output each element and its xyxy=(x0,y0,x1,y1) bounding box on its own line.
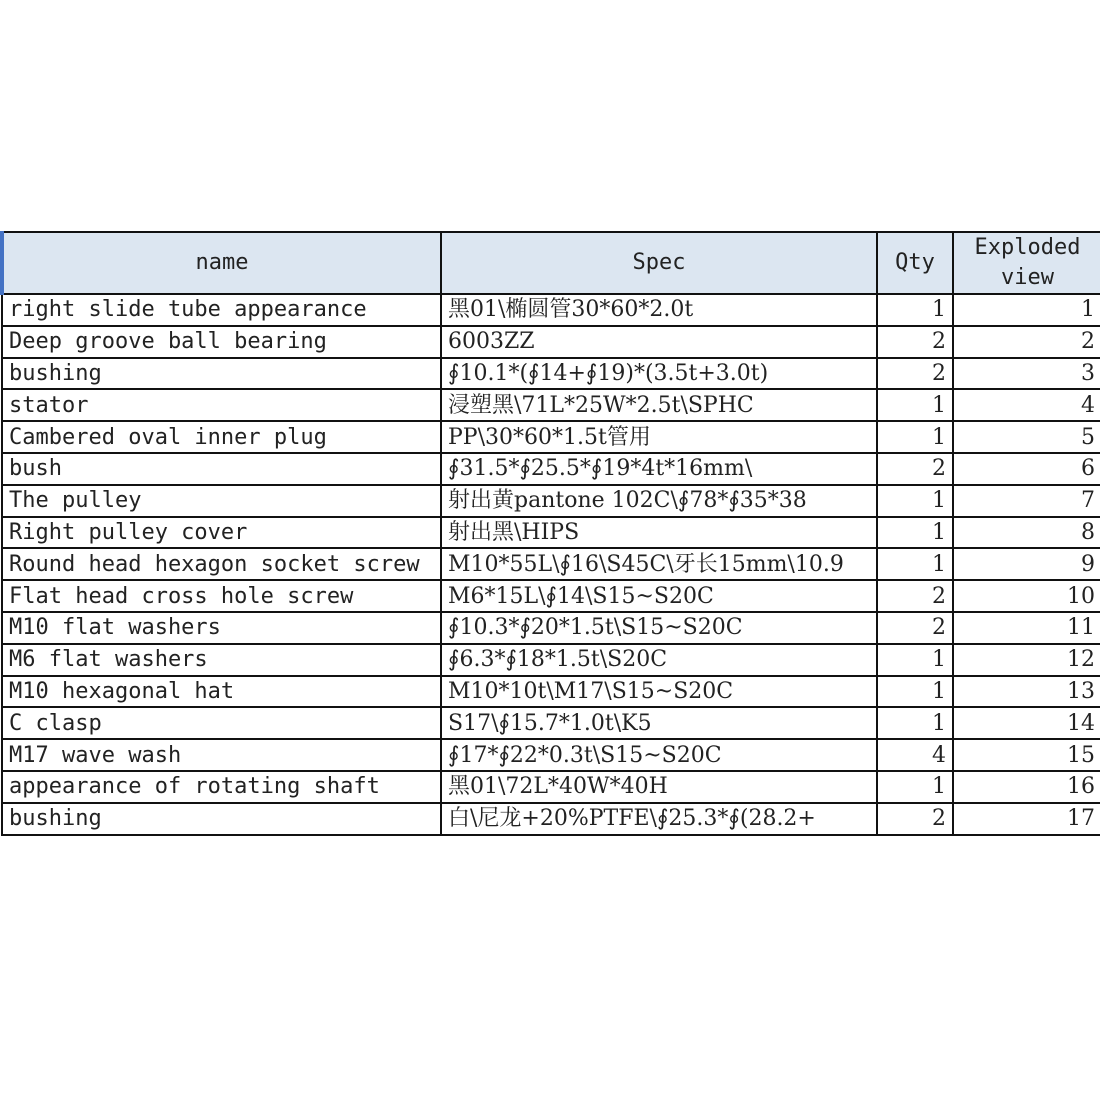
table-row xyxy=(2,771,1100,803)
cell-spec[interactable]: M10*10t\M17\S15~S20C xyxy=(441,676,877,708)
cell-qty[interactable]: 1 xyxy=(877,389,953,421)
cell-exploded-view[interactable]: 10 xyxy=(953,580,1100,612)
parts-table xyxy=(0,231,1100,836)
cell-name[interactable]: M17 wave wash xyxy=(2,739,441,771)
cell-name[interactable]: bushing xyxy=(2,803,441,835)
cell-exploded-view[interactable]: 17 xyxy=(953,803,1100,835)
cell-exploded-view[interactable]: 15 xyxy=(953,739,1100,771)
header-exploded-view-line2: view xyxy=(1001,265,1054,290)
cell-spec[interactable]: 黑01\72L*40W*40H xyxy=(441,771,877,803)
cell-name[interactable]: Right pulley cover xyxy=(2,517,441,549)
table-row xyxy=(2,326,1100,358)
table-row xyxy=(2,485,1100,517)
cell-name[interactable]: appearance of rotating shaft xyxy=(2,771,441,803)
cell-name[interactable]: The pulley xyxy=(2,485,441,517)
table-row xyxy=(2,453,1100,485)
table-row xyxy=(2,517,1100,549)
cell-spec[interactable]: ∮17*∮22*0.3t\S15~S20C xyxy=(441,739,877,771)
cell-exploded-view[interactable]: 11 xyxy=(953,612,1100,644)
cell-spec[interactable]: PP\30*60*1.5t管用 xyxy=(441,421,877,453)
cell-exploded-view[interactable]: 3 xyxy=(953,358,1100,390)
cell-exploded-view[interactable]: 1 xyxy=(953,294,1100,326)
table-row xyxy=(2,548,1100,580)
cell-name[interactable]: C clasp xyxy=(2,707,441,739)
table-row xyxy=(2,358,1100,390)
table-row xyxy=(2,612,1100,644)
cell-spec[interactable]: ∮10.1*(∮14+∮19)*(3.5t+3.0t) xyxy=(441,358,877,390)
header-exploded-view-line1: Exploded xyxy=(974,235,1081,260)
cell-spec[interactable]: 射出黑\HIPS xyxy=(441,517,877,549)
cell-spec[interactable]: 浸塑黑\71L*25W*2.5t\SPHC xyxy=(441,389,877,421)
table-row xyxy=(2,803,1100,835)
cell-exploded-view[interactable]: 4 xyxy=(953,389,1100,421)
table-row xyxy=(2,580,1100,612)
cell-qty[interactable]: 4 xyxy=(877,739,953,771)
cell-qty[interactable]: 1 xyxy=(877,771,953,803)
cell-spec[interactable]: ∮31.5*∮25.5*∮19*4t*16mm\ xyxy=(441,453,877,485)
cell-name[interactable]: bushing xyxy=(2,358,441,390)
cell-exploded-view[interactable]: 2 xyxy=(953,326,1100,358)
cell-qty[interactable]: 2 xyxy=(877,580,953,612)
cell-exploded-view[interactable]: 9 xyxy=(953,548,1100,580)
cell-name[interactable]: M10 flat washers xyxy=(2,612,441,644)
cell-exploded-view[interactable]: 7 xyxy=(953,485,1100,517)
cell-spec[interactable]: 黑01\椭圆管30*60*2.0t xyxy=(441,294,877,326)
cell-qty[interactable]: 1 xyxy=(877,676,953,708)
table-row xyxy=(2,676,1100,708)
cell-qty[interactable]: 2 xyxy=(877,803,953,835)
table-row xyxy=(2,739,1100,771)
cell-qty[interactable]: 1 xyxy=(877,421,953,453)
header-qty[interactable]: Qty xyxy=(877,232,953,294)
cell-qty[interactable]: 1 xyxy=(877,294,953,326)
cell-spec[interactable]: ∮6.3*∮18*1.5t\S20C xyxy=(441,644,877,676)
cell-name[interactable]: Flat head cross hole screw xyxy=(2,580,441,612)
cell-spec[interactable]: ∮10.3*∮20*1.5t\S15~S20C xyxy=(441,612,877,644)
cell-name[interactable]: M10 hexagonal hat xyxy=(2,676,441,708)
table-row xyxy=(2,389,1100,421)
table-body xyxy=(2,294,1100,835)
cell-spec[interactable]: S17\∮15.7*1.0t\K5 xyxy=(441,707,877,739)
cell-spec[interactable]: 6003ZZ xyxy=(441,326,877,358)
cell-name[interactable]: right slide tube appearance xyxy=(2,294,441,326)
header-row xyxy=(2,232,1100,294)
parts-list-sheet xyxy=(0,231,1100,836)
cell-exploded-view[interactable]: 14 xyxy=(953,707,1100,739)
cell-exploded-view[interactable]: 5 xyxy=(953,421,1100,453)
cell-name[interactable]: M6 flat washers xyxy=(2,644,441,676)
cell-qty[interactable]: 2 xyxy=(877,612,953,644)
header-name[interactable]: name xyxy=(2,232,441,294)
cell-qty[interactable]: 1 xyxy=(877,644,953,676)
cell-spec[interactable]: M6*15L\∮14\S15~S20C xyxy=(441,580,877,612)
cell-qty[interactable]: 1 xyxy=(877,485,953,517)
cell-qty[interactable]: 1 xyxy=(877,707,953,739)
cell-spec[interactable]: M10*55L\∮16\S45C\牙长15mm\10.9 xyxy=(441,548,877,580)
cell-qty[interactable]: 1 xyxy=(877,517,953,549)
cell-spec[interactable]: 射出黄pantone 102C\∮78*∮35*38 xyxy=(441,485,877,517)
table-row xyxy=(2,421,1100,453)
header-exploded-view[interactable] xyxy=(953,232,1100,294)
cell-name[interactable]: Deep groove ball bearing xyxy=(2,326,441,358)
table-row xyxy=(2,644,1100,676)
cell-name[interactable]: Cambered oval inner plug xyxy=(2,421,441,453)
cell-exploded-view[interactable]: 16 xyxy=(953,771,1100,803)
table-row xyxy=(2,707,1100,739)
cell-name[interactable]: bush xyxy=(2,453,441,485)
cell-exploded-view[interactable]: 12 xyxy=(953,644,1100,676)
cell-exploded-view[interactable]: 8 xyxy=(953,517,1100,549)
cell-name[interactable]: Round head hexagon socket screw xyxy=(2,548,441,580)
cell-exploded-view[interactable]: 6 xyxy=(953,453,1100,485)
cell-qty[interactable]: 1 xyxy=(877,548,953,580)
cell-spec[interactable]: 白\尼龙+20%PTFE\∮25.3*∮(28.2+ xyxy=(441,803,877,835)
table-row xyxy=(2,294,1100,326)
cell-name[interactable]: stator xyxy=(2,389,441,421)
cell-qty[interactable]: 2 xyxy=(877,453,953,485)
cell-exploded-view[interactable]: 13 xyxy=(953,676,1100,708)
header-spec[interactable]: Spec xyxy=(441,232,877,294)
cell-qty[interactable]: 2 xyxy=(877,358,953,390)
cell-qty[interactable]: 2 xyxy=(877,326,953,358)
